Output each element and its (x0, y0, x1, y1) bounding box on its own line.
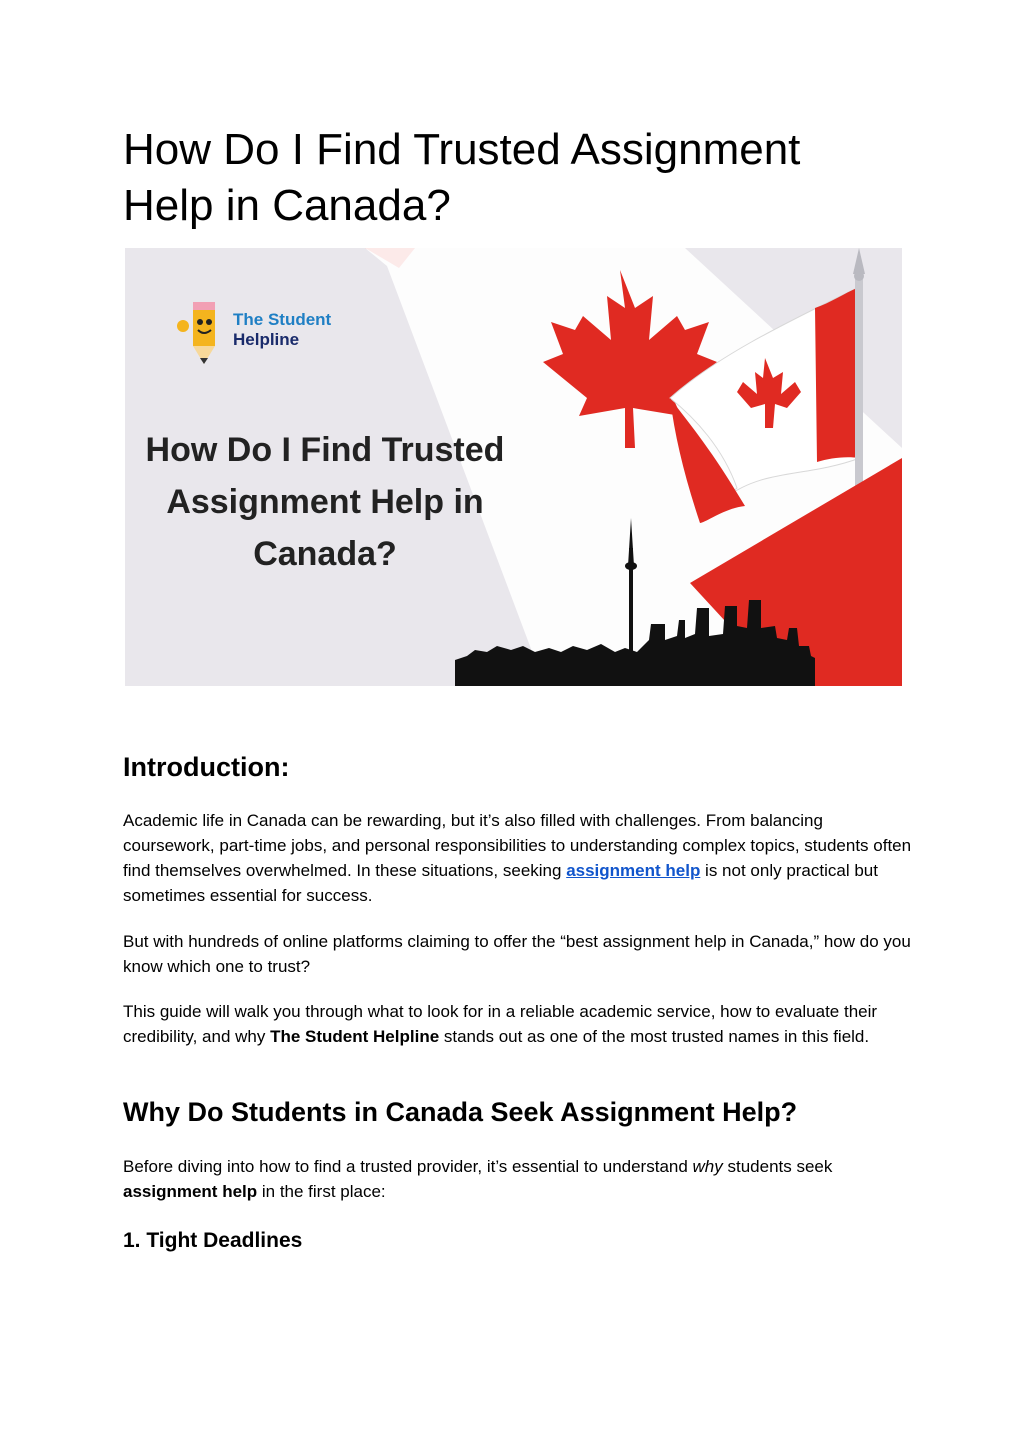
intro-paragraph-1 (123, 808, 913, 908)
brand-mention: The Student Helpline (270, 1027, 440, 1046)
why-p-text-a: Before diving into how to find a trusted provider, it’s essential to understand (123, 1157, 693, 1176)
why-paragraph (123, 1154, 913, 1204)
assignment-help-bold: assignment help (123, 1182, 258, 1201)
assignment-help-link[interactable]: assignment help (566, 861, 701, 880)
pencil-mascot-icon (175, 296, 231, 366)
hero-heading (125, 424, 525, 580)
intro-p3-text-a: This guide will walk you through what to look for in a reliable academic service, how to evaluate their credibility, and why (123, 1002, 878, 1046)
intro-paragraph-3 (123, 999, 913, 1049)
intro-paragraph-2: But with hundreds of online platforms claiming to offer the “best assignment help in Canada,” how do you know which one to trust? (123, 932, 911, 976)
why-emphasis: why (692, 1157, 723, 1176)
why-section-heading: Why Do Students in Canada Seek Assignment Help? (123, 1097, 798, 1127)
intro-p1-text-a: Academic life in Canada can be rewarding, but it’s also filled with challenges. From balancing coursework, part-time jobs, and personal responsibilities to understanding complex topics, students often find themselves overwhelmed. In these situations, seeking (123, 811, 912, 880)
intro-p1-text-b: is not only practical but sometimes essential for success. (123, 861, 878, 905)
list-item-heading-1: 1. Tight Deadlines (123, 1229, 303, 1252)
brand-line2: Helpline (233, 330, 300, 349)
hero-heading-line2: Assignment Help in (166, 483, 484, 521)
introduction-heading: Introduction: (123, 752, 290, 782)
brand-logo (175, 296, 231, 366)
page-title: How Do I Find Trusted Assignment Help in Canada? (123, 125, 801, 230)
hero-heading-line3: Canada? (253, 535, 397, 573)
why-p-text-c: in the first place: (257, 1182, 386, 1201)
why-p-text-b: students seek (722, 1157, 833, 1176)
brand-name (233, 310, 331, 350)
brand-line1: The Student (233, 310, 332, 329)
hero-banner-image (125, 248, 902, 686)
hero-heading-line1: How Do I Find Trusted (145, 431, 505, 469)
intro-p3-text-b: stands out as one of the most trusted names in this field. (439, 1027, 870, 1046)
